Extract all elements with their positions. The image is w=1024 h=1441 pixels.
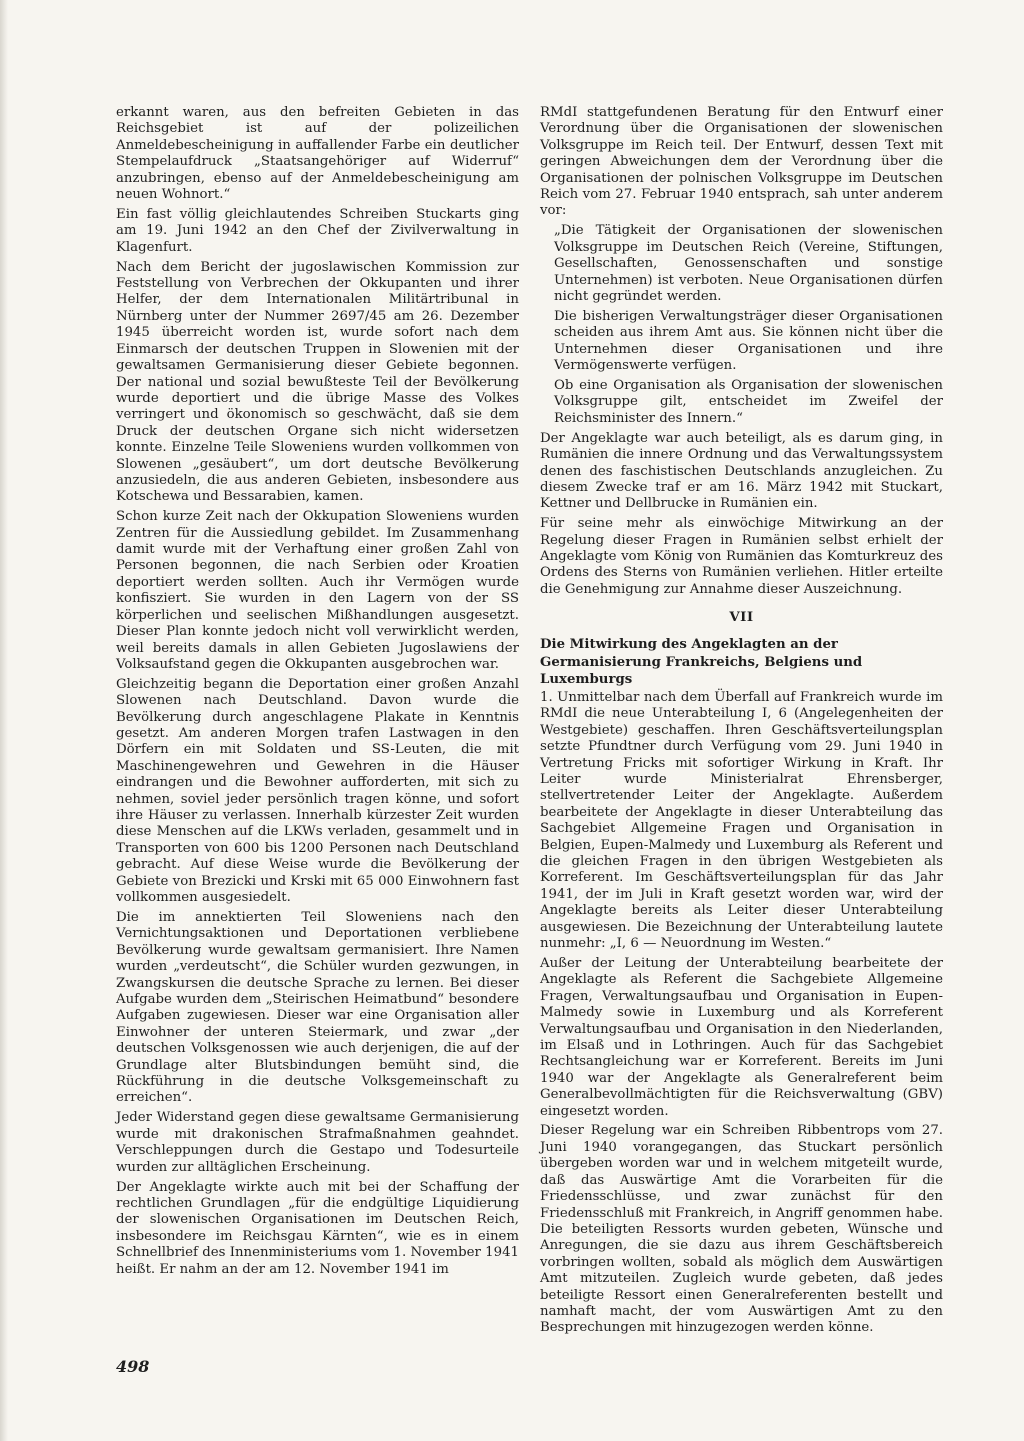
section-number: VII xyxy=(729,610,754,626)
paragraph: Nach dem Bericht der jugoslawischen Kommission zur Feststellung von Verbrechen der Okkupanten und ihrer Helfer, der dem Internationalen Militärtribunal in Nürnberg unter der Nummer 2697/45 am 26. Dezember 1945 überreicht worden ist, wurde sofort nach dem Einmarsch der deutschen Truppen in Slowenien mit der gewaltsamen Germanisierung dieser Gebiete begonnen. Der national und sozial bewußteste Teil der Bevölkerung wurde deportiert und die übrige Masse des Volkes verringert und ökonomisch so geschwächt, daß sie dem Druck der deutschen Organe sich nicht widersetzen konnte. Einzelne Teile Sloweniens wurden vollkommen von Slowenen „gesäubert“, um dort deutsche Bevölkerung anzusiedeln, die aus anderen Gebieten, insbesondere aus Kotschewa und Bessarabien, kamen. xyxy=(116,259,519,505)
page-edge-shadow xyxy=(0,0,8,1441)
paragraph: Die im annektierten Teil Sloweniens nach den Vernichtungsaktionen und Deportationen verbliebene Bevölkerung wurde gewaltsam germanisiert. Ihre Namen wurden „verdeutscht“, die Schüler wurden gezwungen, in Zwangskursen die deutsche Sprache zu lernen. Bei dieser Aufgabe wurden dem „Steirischen Heimatbund“ besondere Aufgaben zugewiesen. Dieser war eine Organisation aller Einwohner der unteren Steiermark, und zwar „der deutschen Volksgenossen wie auch derjenigen, die auf der Grundlage alter Blutsbindungen bemüht sind, die Rückführung in die deutsche Volksgemeinschaft zu erreichen“. xyxy=(116,910,519,1106)
section-title-line-2: Germanisierung Frankreichs, Belgiens und Luxemburgs xyxy=(540,655,863,687)
paragraph: erkannt waren, aus den befreiten Gebieten in das Reichsgebiet ist auf der polizeilichen Anmeldebescheinigung in auffallender Farbe ein deutlicher Stempelaufdruck „Staatsangehöriger auf Widerruf“ anzubringen, ebenso auf der Anmeldebescheinigung am neuen Wohnort.“ xyxy=(116,105,519,203)
paragraph: Der Angeklagte war auch beteiligt, als es darum ging, in Rumänien die innere Ordnung und das Verwaltungssystem denen des faschistischen Deutschlands anzugleichen. Zu diesem Zwecke traf er am 16. März 1942 mit Stuckart, Kettner und Dellbrucke in Rumänien ein. xyxy=(540,430,943,512)
paragraph: Außer der Leitung der Unterabteilung bearbeitete der Angeklagte als Referent die Sachgebiete Allgemeine Fragen, Verwaltungsaufbau und Organisation in Eupen-Malmedy sowie in Luxemburg und als Korreferent Verwaltungsaufbau und Organisation in den Niederlanden, im Elsaß und in Lothringen. Auch für das Sachgebiet Rechtsangleichung war er Korreferent. Bereits im Juni 1940 war der Angeklagte als Generalreferent beim Generalbevollmächtigten für die Reichsverwaltung (GBV) eingesetzt worden. xyxy=(540,955,943,1119)
quote-paragraph: „Die Tätigkeit der Organisationen der slowenischen Volksgruppe im Deutschen Reich (Vereine, Stiftungen, Gesellschaften, Genossenschaften und sonstige Unternehmen) ist verboten. Neue Organisationen dürfen nicht gegründet werden. xyxy=(554,223,943,304)
paragraph: Schon kurze Zeit nach der Okkupation Sloweniens wurden Zentren für die Aussiedlung gebildet. Im Zusammenhang damit wurde mit der Verhaftung einer großen Zahl von Personen begonnen, die nach Serbien oder Kroatien deportiert werden sollten. Auch ihr Vermögen wurde konfisziert. Sie wurden in den Lagern von der SS körperlichen und seelischen Mißhandlungen ausgesetzt. Dieser Plan konnte jedoch nicht voll verwirklicht werden, weil bereits damals in allen Gebieten Jugoslawiens der Volksaufstand gegen die Okkupanten ausgebrochen war. xyxy=(116,509,519,672)
paragraph: RMdI stattgefundenen Beratung für den Entwurf einer Verordnung über die Organisationen der slowenischen Volksgruppe im Reich teil. Der Entwurf, dessen Text mit geringen Abweichungen dem der Verordnung über die Organisationen der polnischen Volksgruppe im Deutschen Reich vom 27. Februar 1940 entsprach, sah unter anderem vor: xyxy=(540,105,943,219)
page-number: 498 xyxy=(116,1357,150,1376)
quote-paragraph: Die bisherigen Verwaltungsträger dieser Organisationen scheiden aus ihrem Amt aus. Sie können nicht über die Unternehmen dieser Organisationen und ihre Vermögenswerte verfügen. xyxy=(554,308,943,374)
paragraph: 1. Unmittelbar nach dem Überfall auf Frankreich wurde im RMdI die neue Unterabteilung I, 6 (Angelegenheiten der Westgebiete) geschaffen. Ihren Geschäftsverteilungsplan setzte Pfundtner durch Verfügung vom 29. Juni 1940 in Vertretung Fricks mit sofortiger Wirkung in Kraft. Ihr Leiter wurde Ministerialrat Ehrensberger, stellvertretender Leiter der Angeklagte. Außerdem bearbeitete der Angeklagte in dieser Unterabteilung das Sachgebiet Allgemeine Fragen und Organisation in Belgien, Eupen-Malmedy und Luxemburg als Referent und die gleichen Fragen in den übrigen Westgebieten als Korreferent. Im Geschäftsverteilungsplan für das Jahr 1941, der im Juli in Kraft gesetzt worden war, wird der Angeklagte bereits als Leiter dieser Unterabteilung ausgewiesen. Die Bezeichnung der Unterabteilung lautete nunmehr: „I, 6 — Neuordnung im Westen.“ xyxy=(540,689,943,951)
left-column xyxy=(116,105,519,1281)
paragraph: Dieser Regelung war ein Schreiben Ribbentrops vom 27. Juni 1940 vorangegangen, das Stuckart persönlich übergeben worden war und in welchem mitgeteilt wurde, daß das Auswärtige Amt die Vorarbeiten für die Friedensschlüsse, und zwar zunächst für den Friedensschluß mit Frankreich, in Angriff genommen habe. Die beteiligten Ressorts wurden gebeten, Wünsche und Anregungen, die sie dazu aus ihrem Geschäftsbereich vorbringen wollten, sobald als möglich dem Auswärtigen Amt mitzuteilen. Zugleich wurde gebeten, daß jedes beteiligte Ressort einen Generalreferenten bestellt und namhaft macht, der vom Auswärtigen Amt zu den Besprechungen mit hinzugezogen werden könne. xyxy=(540,1123,943,1336)
paragraph: Für seine mehr als einwöchige Mitwirkung an der Regelung dieser Fragen in Rumänien selbst erhielt der Angeklagte vom König von Rumänien das Komturkreuz des Ordens des Sterns von Rumänien verliehen. Hitler erteilte die Genehmigung zur Annahme dieser Auszeichnung. xyxy=(540,516,943,597)
right-column xyxy=(540,105,943,1340)
quote-paragraph: Ob eine Organisation als Organisation der slowenischen Volksgruppe gilt, entscheidet im Zweifel der Reichsminister des Innern.“ xyxy=(554,378,943,426)
section-title-line-1: Die Mitwirkung des Angeklagten an der xyxy=(540,636,838,652)
paragraph: Jeder Widerstand gegen diese gewaltsame Germanisierung wurde mit drakonischen Strafmaßnahmen geahndet. Verschleppungen durch die Gestapo und Todesurteile wurden zur alltäglichen Erscheinung. xyxy=(116,1110,519,1175)
paragraph: Gleichzeitig begann die Deportation einer großen Anzahl Slowenen nach Deutschland. Davon wurde die Bevölkerung durch angeschlagene Plakate in Kenntnis gesetzt. Am anderen Morgen trafen Lastwagen in den Dörfern ein mit Soldaten und SS-Leuten, die mit Maschinengewehren und Gewehren in die Häuser eindrangen und die Bewohner aufforderten, mit sich zu nehmen, soviel jeder persönlich tragen könne, und sofort ihre Häuser zu verlassen. Innerhalb kürzester Zeit wurden diese Menschen auf die LKWs verladen, gesammelt und in Transporten von 600 bis 1200 Personen nach Deutschland gebracht. Auf diese Weise wurde die Bevölkerung der Gebiete von Brezicki und Krski mit 65 000 Einwohnern fast vollkommen ausgesiedelt. xyxy=(116,676,519,906)
paragraph: Der Angeklagte wirkte auch mit bei der Schaffung der rechtlichen Grundlagen „für die endgültige Liquidierung der slowenischen Organisationen im Deutschen Reich, insbesondere im Reichsgau Kärnten“, wie es in einem Schnellbrief des Innenministeriums vom 1. November 1941 heißt. Er nahm an der am 12. November 1941 im xyxy=(116,1179,519,1277)
paragraph: Ein fast völlig gleichlautendes Schreiben Stuckarts ging am 19. Juni 1942 an den Chef der Zivilverwaltung in Klagenfurt. xyxy=(116,206,519,255)
